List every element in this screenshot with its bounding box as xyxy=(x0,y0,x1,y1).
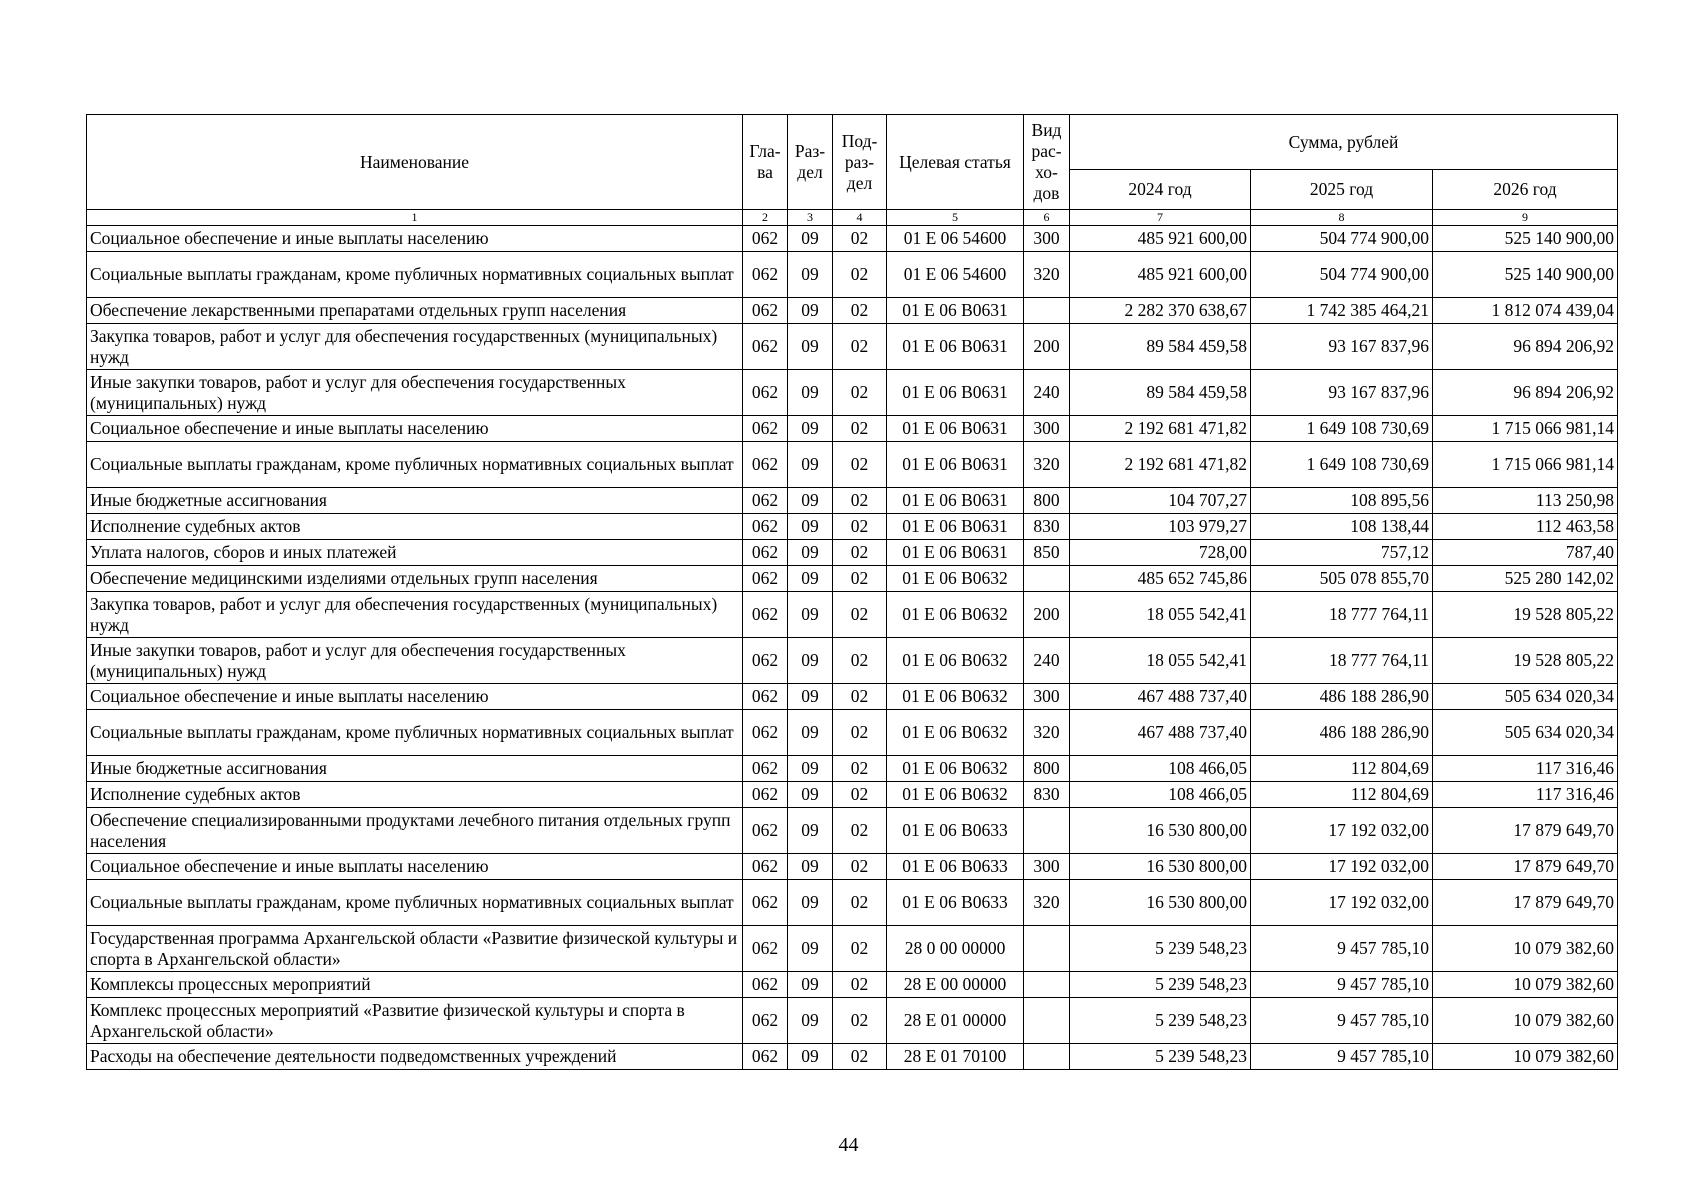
row-name: Социальные выплаты гражданам, кроме публичных нормативных социальных выплат xyxy=(87,252,743,298)
row-amount-2025: 112 804,69 xyxy=(1251,782,1433,808)
row-razdel: 09 xyxy=(788,926,833,972)
table-row xyxy=(87,854,1618,880)
table-row xyxy=(87,514,1618,540)
row-expense-type xyxy=(1024,566,1070,592)
row-glava: 062 xyxy=(743,756,788,782)
row-target-code: 28 0 00 00000 xyxy=(887,926,1024,972)
row-expense-type: 300 xyxy=(1024,226,1070,252)
row-amount-2025: 504 774 900,00 xyxy=(1251,226,1433,252)
row-amount-2026: 1 715 066 981,14 xyxy=(1433,416,1618,442)
column-number: 1 xyxy=(87,210,743,226)
row-amount-2026: 1 715 066 981,14 xyxy=(1433,442,1618,488)
row-name: Социальные выплаты гражданам, кроме публичных нормативных социальных выплат xyxy=(87,710,743,756)
row-name: Закупка товаров, работ и услуг для обеспечения государственных (муниципальных) нужд xyxy=(87,592,743,638)
row-expense-type: 320 xyxy=(1024,880,1070,926)
row-razdel: 09 xyxy=(788,592,833,638)
row-amount-2025: 112 804,69 xyxy=(1251,756,1433,782)
row-amount-2025: 486 188 286,90 xyxy=(1251,684,1433,710)
row-amount-2024: 108 466,05 xyxy=(1070,756,1251,782)
row-expense-type: 300 xyxy=(1024,854,1070,880)
table-row xyxy=(87,684,1618,710)
row-expense-type: 240 xyxy=(1024,370,1070,416)
row-podrazdel: 02 xyxy=(833,442,887,488)
row-amount-2026: 117 316,46 xyxy=(1433,782,1618,808)
row-amount-2024: 16 530 800,00 xyxy=(1070,808,1251,854)
row-amount-2024: 18 055 542,41 xyxy=(1070,592,1251,638)
row-glava: 062 xyxy=(743,592,788,638)
row-razdel: 09 xyxy=(788,972,833,998)
row-name: Уплата налогов, сборов и иных платежей xyxy=(87,540,743,566)
row-amount-2024: 485 652 745,86 xyxy=(1070,566,1251,592)
row-amount-2026: 17 879 649,70 xyxy=(1433,880,1618,926)
row-target-code: 01 Е 06 В0631 xyxy=(887,488,1024,514)
row-target-code: 01 Е 06 В0631 xyxy=(887,514,1024,540)
row-glava: 062 xyxy=(743,1044,788,1070)
row-expense-type: 200 xyxy=(1024,324,1070,370)
row-amount-2026: 19 528 805,22 xyxy=(1433,592,1618,638)
row-expense-type: 850 xyxy=(1024,540,1070,566)
row-amount-2024: 89 584 459,58 xyxy=(1070,324,1251,370)
row-podrazdel: 02 xyxy=(833,514,887,540)
row-target-code: 28 Е 01 70100 xyxy=(887,1044,1024,1070)
row-razdel: 09 xyxy=(788,226,833,252)
row-amount-2024: 5 239 548,23 xyxy=(1070,926,1251,972)
row-amount-2024: 16 530 800,00 xyxy=(1070,854,1251,880)
row-podrazdel: 02 xyxy=(833,638,887,684)
row-amount-2024: 2 192 681 471,82 xyxy=(1070,416,1251,442)
row-razdel: 09 xyxy=(788,854,833,880)
row-podrazdel: 02 xyxy=(833,972,887,998)
header-target: Целевая статья xyxy=(887,115,1024,210)
row-amount-2025: 1 742 385 464,21 xyxy=(1251,298,1433,324)
row-podrazdel: 02 xyxy=(833,566,887,592)
row-amount-2025: 17 192 032,00 xyxy=(1251,808,1433,854)
row-amount-2026: 17 879 649,70 xyxy=(1433,854,1618,880)
row-razdel: 09 xyxy=(788,370,833,416)
row-amount-2026: 96 894 206,92 xyxy=(1433,324,1618,370)
row-target-code: 01 Е 06 В0632 xyxy=(887,782,1024,808)
row-glava: 062 xyxy=(743,514,788,540)
header-glava: Гла-ва xyxy=(743,115,788,210)
row-podrazdel: 02 xyxy=(833,926,887,972)
row-amount-2025: 93 167 837,96 xyxy=(1251,370,1433,416)
row-podrazdel: 02 xyxy=(833,808,887,854)
row-expense-type xyxy=(1024,926,1070,972)
row-razdel: 09 xyxy=(788,756,833,782)
table-row xyxy=(87,370,1618,416)
row-amount-2026: 112 463,58 xyxy=(1433,514,1618,540)
row-razdel: 09 xyxy=(788,684,833,710)
row-expense-type xyxy=(1024,972,1070,998)
table-header xyxy=(87,115,1618,226)
row-razdel: 09 xyxy=(788,324,833,370)
table-row xyxy=(87,540,1618,566)
row-expense-type xyxy=(1024,1044,1070,1070)
row-razdel: 09 xyxy=(788,808,833,854)
table-row xyxy=(87,324,1618,370)
row-name: Социальное обеспечение и иные выплаты населению xyxy=(87,226,743,252)
table-row xyxy=(87,998,1618,1044)
row-amount-2024: 104 707,27 xyxy=(1070,488,1251,514)
row-razdel: 09 xyxy=(788,566,833,592)
row-amount-2024: 16 530 800,00 xyxy=(1070,880,1251,926)
row-amount-2025: 505 078 855,70 xyxy=(1251,566,1433,592)
row-name: Государственная программа Архангельской области «Развитие физической культуры и спорта в Архангельской области» xyxy=(87,926,743,972)
table-row xyxy=(87,926,1618,972)
row-target-code: 01 Е 06 В0633 xyxy=(887,880,1024,926)
row-name: Обеспечение специализированными продуктами лечебного питания отдельных групп населения xyxy=(87,808,743,854)
row-glava: 062 xyxy=(743,298,788,324)
row-razdel: 09 xyxy=(788,514,833,540)
row-podrazdel: 02 xyxy=(833,998,887,1044)
row-amount-2025: 757,12 xyxy=(1251,540,1433,566)
row-amount-2026: 787,40 xyxy=(1433,540,1618,566)
row-name: Иные бюджетные ассигнования xyxy=(87,756,743,782)
row-glava: 062 xyxy=(743,972,788,998)
row-glava: 062 xyxy=(743,998,788,1044)
budget-table xyxy=(86,114,1618,1070)
row-target-code: 01 Е 06 В0631 xyxy=(887,370,1024,416)
row-amount-2026: 10 079 382,60 xyxy=(1433,972,1618,998)
row-expense-type: 320 xyxy=(1024,710,1070,756)
row-name: Социальное обеспечение и иные выплаты населению xyxy=(87,684,743,710)
row-glava: 062 xyxy=(743,880,788,926)
row-razdel: 09 xyxy=(788,442,833,488)
row-target-code: 01 Е 06 В0632 xyxy=(887,710,1024,756)
column-number: 4 xyxy=(833,210,887,226)
row-amount-2025: 9 457 785,10 xyxy=(1251,926,1433,972)
row-expense-type xyxy=(1024,808,1070,854)
row-podrazdel: 02 xyxy=(833,782,887,808)
row-amount-2024: 108 466,05 xyxy=(1070,782,1251,808)
row-podrazdel: 02 xyxy=(833,298,887,324)
row-amount-2025: 93 167 837,96 xyxy=(1251,324,1433,370)
table-row xyxy=(87,298,1618,324)
row-target-code: 01 Е 06 В0631 xyxy=(887,540,1024,566)
row-podrazdel: 02 xyxy=(833,416,887,442)
header-razdel: Раз-дел xyxy=(788,115,833,210)
row-target-code: 01 Е 06 54600 xyxy=(887,252,1024,298)
row-amount-2025: 17 192 032,00 xyxy=(1251,854,1433,880)
row-amount-2026: 10 079 382,60 xyxy=(1433,926,1618,972)
column-number: 3 xyxy=(788,210,833,226)
row-amount-2024: 5 239 548,23 xyxy=(1070,1044,1251,1070)
row-glava: 062 xyxy=(743,782,788,808)
row-podrazdel: 02 xyxy=(833,252,887,298)
table-row xyxy=(87,756,1618,782)
row-podrazdel: 02 xyxy=(833,370,887,416)
row-name: Социальные выплаты гражданам, кроме публичных нормативных социальных выплат xyxy=(87,442,743,488)
table-row xyxy=(87,592,1618,638)
table-row xyxy=(87,808,1618,854)
row-amount-2025: 18 777 764,11 xyxy=(1251,592,1433,638)
row-target-code: 01 Е 06 В0631 xyxy=(887,442,1024,488)
row-amount-2026: 113 250,98 xyxy=(1433,488,1618,514)
header-vid: Вид рас-хо-дов xyxy=(1024,115,1070,210)
row-podrazdel: 02 xyxy=(833,324,887,370)
row-glava: 062 xyxy=(743,710,788,756)
row-glava: 062 xyxy=(743,252,788,298)
row-expense-type: 800 xyxy=(1024,488,1070,514)
row-target-code: 01 Е 06 В0631 xyxy=(887,416,1024,442)
row-expense-type: 300 xyxy=(1024,684,1070,710)
row-expense-type: 320 xyxy=(1024,252,1070,298)
row-podrazdel: 02 xyxy=(833,710,887,756)
row-amount-2025: 9 457 785,10 xyxy=(1251,998,1433,1044)
row-amount-2025: 504 774 900,00 xyxy=(1251,252,1433,298)
row-name: Исполнение судебных актов xyxy=(87,782,743,808)
row-amount-2025: 9 457 785,10 xyxy=(1251,1044,1433,1070)
row-target-code: 01 Е 06 В0632 xyxy=(887,566,1024,592)
column-number: 9 xyxy=(1433,210,1618,226)
row-name: Социальное обеспечение и иные выплаты населению xyxy=(87,854,743,880)
table-row xyxy=(87,252,1618,298)
table-body xyxy=(87,226,1618,1070)
table-row xyxy=(87,880,1618,926)
row-podrazdel: 02 xyxy=(833,880,887,926)
row-name: Обеспечение медицинскими изделиями отдельных групп населения xyxy=(87,566,743,592)
table-row xyxy=(87,566,1618,592)
table-row xyxy=(87,442,1618,488)
row-name: Комплекс процессных мероприятий «Развитие физической культуры и спорта в Архангельской области» xyxy=(87,998,743,1044)
header-sum: Сумма, рублей xyxy=(1070,115,1618,170)
row-glava: 062 xyxy=(743,540,788,566)
table-row xyxy=(87,488,1618,514)
row-amount-2026: 10 079 382,60 xyxy=(1433,998,1618,1044)
row-amount-2024: 5 239 548,23 xyxy=(1070,972,1251,998)
row-glava: 062 xyxy=(743,638,788,684)
table-row xyxy=(87,782,1618,808)
row-amount-2024: 728,00 xyxy=(1070,540,1251,566)
row-glava: 062 xyxy=(743,442,788,488)
row-expense-type: 200 xyxy=(1024,592,1070,638)
row-amount-2024: 5 239 548,23 xyxy=(1070,998,1251,1044)
row-amount-2024: 2 282 370 638,67 xyxy=(1070,298,1251,324)
row-name: Расходы на обеспечение деятельности подведомственных учреждений xyxy=(87,1044,743,1070)
row-amount-2025: 108 138,44 xyxy=(1251,514,1433,540)
row-target-code: 01 Е 06 В0632 xyxy=(887,684,1024,710)
row-amount-2026: 525 280 142,02 xyxy=(1433,566,1618,592)
row-target-code: 28 Е 01 00000 xyxy=(887,998,1024,1044)
row-razdel: 09 xyxy=(788,540,833,566)
row-target-code: 01 Е 06 В0631 xyxy=(887,324,1024,370)
row-name: Социальные выплаты гражданам, кроме публичных нормативных социальных выплат xyxy=(87,880,743,926)
row-name: Иные закупки товаров, работ и услуг для обеспечения государственных (муниципальных) нужд xyxy=(87,370,743,416)
row-razdel: 09 xyxy=(788,638,833,684)
row-podrazdel: 02 xyxy=(833,488,887,514)
row-amount-2026: 525 140 900,00 xyxy=(1433,226,1618,252)
row-expense-type xyxy=(1024,298,1070,324)
row-glava: 062 xyxy=(743,566,788,592)
row-expense-type xyxy=(1024,998,1070,1044)
header-year-2024: 2024 год xyxy=(1070,170,1251,210)
row-amount-2025: 108 895,56 xyxy=(1251,488,1433,514)
row-amount-2024: 467 488 737,40 xyxy=(1070,710,1251,756)
row-expense-type: 240 xyxy=(1024,638,1070,684)
row-target-code: 01 Е 06 В0632 xyxy=(887,756,1024,782)
row-glava: 062 xyxy=(743,926,788,972)
header-year-2025: 2025 год xyxy=(1251,170,1433,210)
column-number: 7 xyxy=(1070,210,1251,226)
column-number: 5 xyxy=(887,210,1024,226)
table-row xyxy=(87,1044,1618,1070)
row-expense-type: 800 xyxy=(1024,756,1070,782)
row-name: Обеспечение лекарственными препаратами отдельных групп населения xyxy=(87,298,743,324)
row-name: Иные бюджетные ассигнования xyxy=(87,488,743,514)
row-amount-2025: 1 649 108 730,69 xyxy=(1251,416,1433,442)
row-amount-2025: 1 649 108 730,69 xyxy=(1251,442,1433,488)
column-number: 2 xyxy=(743,210,788,226)
row-amount-2024: 89 584 459,58 xyxy=(1070,370,1251,416)
row-name: Комплексы процессных мероприятий xyxy=(87,972,743,998)
row-glava: 062 xyxy=(743,488,788,514)
row-target-code: 01 Е 06 В0631 xyxy=(887,298,1024,324)
row-target-code: 01 Е 06 В0633 xyxy=(887,854,1024,880)
row-podrazdel: 02 xyxy=(833,684,887,710)
row-glava: 062 xyxy=(743,808,788,854)
row-razdel: 09 xyxy=(788,782,833,808)
row-amount-2026: 505 634 020,34 xyxy=(1433,710,1618,756)
row-razdel: 09 xyxy=(788,710,833,756)
row-glava: 062 xyxy=(743,370,788,416)
table-row xyxy=(87,972,1618,998)
row-amount-2024: 2 192 681 471,82 xyxy=(1070,442,1251,488)
row-name: Иные закупки товаров, работ и услуг для обеспечения государственных (муниципальных) нужд xyxy=(87,638,743,684)
row-expense-type: 320 xyxy=(1024,442,1070,488)
row-razdel: 09 xyxy=(788,298,833,324)
row-glava: 062 xyxy=(743,416,788,442)
row-amount-2024: 485 921 600,00 xyxy=(1070,252,1251,298)
row-amount-2026: 10 079 382,60 xyxy=(1433,1044,1618,1070)
row-expense-type: 830 xyxy=(1024,514,1070,540)
row-amount-2024: 467 488 737,40 xyxy=(1070,684,1251,710)
row-amount-2025: 17 192 032,00 xyxy=(1251,880,1433,926)
row-razdel: 09 xyxy=(788,998,833,1044)
row-amount-2025: 9 457 785,10 xyxy=(1251,972,1433,998)
row-amount-2026: 505 634 020,34 xyxy=(1433,684,1618,710)
row-amount-2026: 525 140 900,00 xyxy=(1433,252,1618,298)
row-razdel: 09 xyxy=(788,488,833,514)
row-glava: 062 xyxy=(743,324,788,370)
row-target-code: 28 Е 00 00000 xyxy=(887,972,1024,998)
row-podrazdel: 02 xyxy=(833,592,887,638)
row-target-code: 01 Е 06 54600 xyxy=(887,226,1024,252)
row-podrazdel: 02 xyxy=(833,854,887,880)
row-razdel: 09 xyxy=(788,416,833,442)
row-amount-2026: 96 894 206,92 xyxy=(1433,370,1618,416)
row-podrazdel: 02 xyxy=(833,226,887,252)
row-amount-2026: 117 316,46 xyxy=(1433,756,1618,782)
table-row xyxy=(87,416,1618,442)
row-amount-2024: 485 921 600,00 xyxy=(1070,226,1251,252)
row-expense-type: 830 xyxy=(1024,782,1070,808)
page-number: 44 xyxy=(838,1134,859,1156)
column-number: 6 xyxy=(1024,210,1070,226)
row-amount-2025: 18 777 764,11 xyxy=(1251,638,1433,684)
row-amount-2026: 19 528 805,22 xyxy=(1433,638,1618,684)
row-glava: 062 xyxy=(743,854,788,880)
row-podrazdel: 02 xyxy=(833,1044,887,1070)
column-numbers-row xyxy=(87,210,1618,226)
row-target-code: 01 Е 06 В0632 xyxy=(887,592,1024,638)
header-podrazdel: Под-раз-дел xyxy=(833,115,887,210)
row-razdel: 09 xyxy=(788,1044,833,1070)
row-amount-2026: 17 879 649,70 xyxy=(1433,808,1618,854)
row-podrazdel: 02 xyxy=(833,540,887,566)
row-amount-2024: 18 055 542,41 xyxy=(1070,638,1251,684)
row-name: Социальное обеспечение и иные выплаты населению xyxy=(87,416,743,442)
row-amount-2025: 486 188 286,90 xyxy=(1251,710,1433,756)
row-amount-2024: 103 979,27 xyxy=(1070,514,1251,540)
row-razdel: 09 xyxy=(788,880,833,926)
header-name: Наименование xyxy=(87,115,743,210)
row-podrazdel: 02 xyxy=(833,756,887,782)
row-name: Исполнение судебных актов xyxy=(87,514,743,540)
row-glava: 062 xyxy=(743,684,788,710)
column-number: 8 xyxy=(1251,210,1433,226)
row-amount-2026: 1 812 074 439,04 xyxy=(1433,298,1618,324)
table-row xyxy=(87,638,1618,684)
row-razdel: 09 xyxy=(788,252,833,298)
row-target-code: 01 Е 06 В0633 xyxy=(887,808,1024,854)
table-row xyxy=(87,226,1618,252)
header-year-2026: 2026 год xyxy=(1433,170,1618,210)
table-row xyxy=(87,710,1618,756)
row-glava: 062 xyxy=(743,226,788,252)
row-name: Закупка товаров, работ и услуг для обеспечения государственных (муниципальных) нужд xyxy=(87,324,743,370)
row-expense-type: 300 xyxy=(1024,416,1070,442)
row-target-code: 01 Е 06 В0632 xyxy=(887,638,1024,684)
